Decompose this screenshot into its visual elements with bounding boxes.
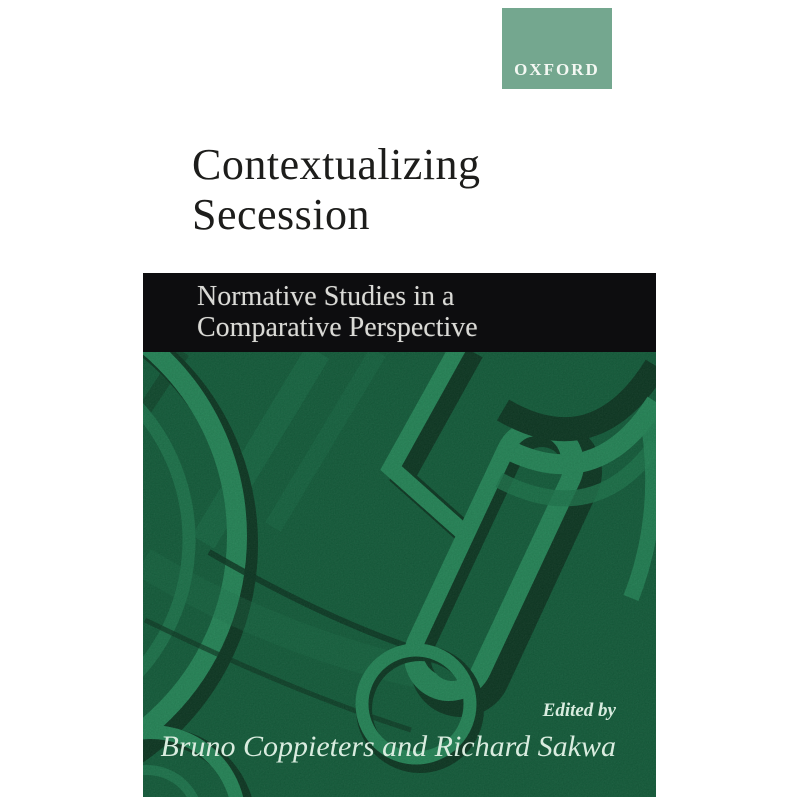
book-title <box>192 140 481 240</box>
edited-by-label: Edited by <box>542 700 616 721</box>
subtitle-line-1: Normative Studies in a <box>197 281 455 312</box>
editors-names: Bruno Coppieters and Richard Sakwa <box>160 730 616 763</box>
subtitle-line-2: Comparative Perspective <box>197 312 478 343</box>
title-line-2: Secession <box>192 190 371 239</box>
publisher-logo-label: OXFORD <box>514 60 600 79</box>
publisher-logo-box <box>502 8 612 89</box>
subtitle-band <box>143 273 656 352</box>
title-line-1: Contextualizing <box>192 140 481 189</box>
editor-credits <box>160 693 616 765</box>
book-cover <box>143 0 656 797</box>
cover-artwork <box>143 352 656 797</box>
